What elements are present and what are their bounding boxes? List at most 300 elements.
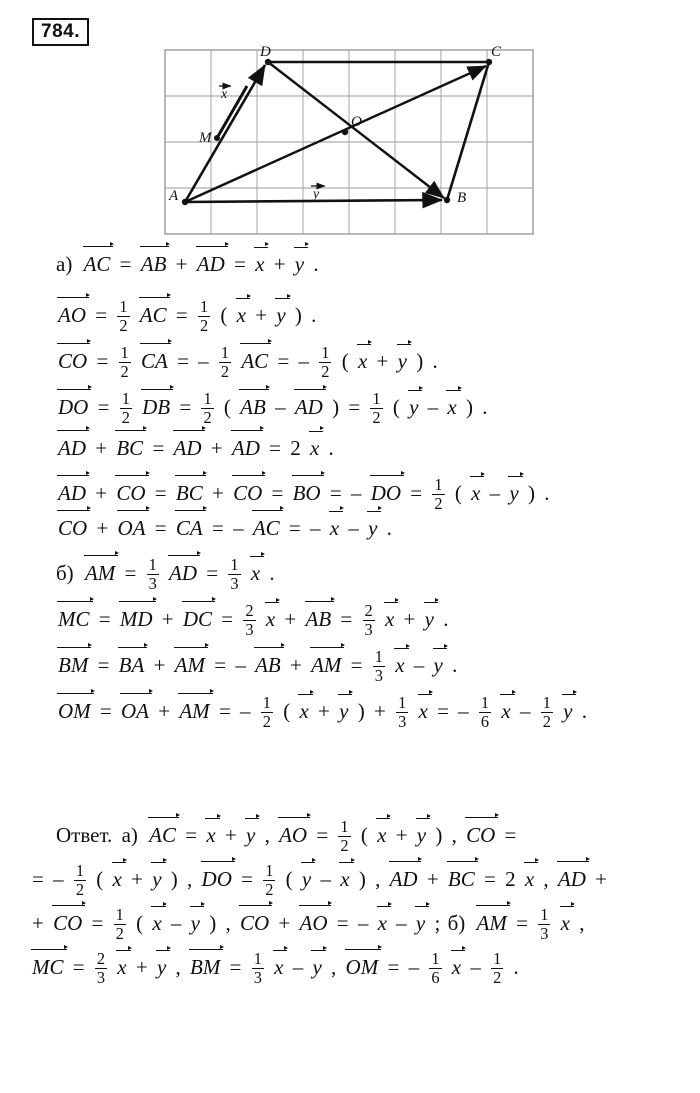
vector-x: x xyxy=(384,607,395,632)
vector-DO: DO xyxy=(58,395,89,420)
vector-AB: AB xyxy=(140,252,167,276)
vector-AB: AB xyxy=(240,395,266,420)
denominator: 6 xyxy=(480,712,490,732)
vector-OM: OM xyxy=(58,699,91,724)
plus-sign: + xyxy=(426,867,439,892)
vector-x: x xyxy=(447,395,457,420)
numerator: 1 xyxy=(265,861,274,880)
vector-x: x xyxy=(274,955,284,980)
vector-y: y xyxy=(416,823,427,848)
vector-CA: CA xyxy=(175,516,203,540)
numerator: 1 xyxy=(119,297,128,316)
vector-y: y xyxy=(433,653,443,678)
fraction-two-thirds xyxy=(363,602,375,640)
plus-sign: + xyxy=(95,436,108,460)
minus-sign: – xyxy=(320,867,331,892)
vector-AD: AD xyxy=(58,481,86,506)
eq-sign: = xyxy=(218,699,231,724)
svg-text:x: x xyxy=(221,87,228,102)
answer-line-4 xyxy=(0,950,700,994)
eq-sign: = xyxy=(410,481,423,506)
fraction-one-half xyxy=(263,862,275,900)
vector-AM: AM xyxy=(311,653,342,678)
denominator: 2 xyxy=(493,968,502,988)
numerator: 1 xyxy=(148,555,157,574)
vector-AB: AB xyxy=(255,653,281,678)
eq-sign: = xyxy=(211,516,224,540)
eq-sign: = xyxy=(221,607,234,632)
right-paren: ) xyxy=(209,911,217,936)
denominator: 2 xyxy=(199,316,209,336)
diagonal-DB xyxy=(268,62,444,198)
vector-x: x xyxy=(250,561,261,586)
plus-sign: + xyxy=(273,252,286,276)
vector-CO: CO xyxy=(466,823,496,848)
numerator: 1 xyxy=(262,693,271,712)
minus-sign: – xyxy=(427,395,439,420)
period: . xyxy=(452,653,458,678)
numerator: 1 xyxy=(115,905,124,924)
minus-sign: – xyxy=(235,653,246,678)
vector-CO: CO xyxy=(58,349,88,374)
fraction-one-half xyxy=(119,344,131,382)
numerator: 1 xyxy=(203,389,212,408)
vector-AD: AD xyxy=(173,436,202,460)
vector-AD: AD xyxy=(169,561,198,586)
period: . xyxy=(544,481,550,506)
numerator: 1 xyxy=(220,343,230,362)
eq-sign: = xyxy=(96,349,109,374)
eq-sign: = xyxy=(269,436,281,460)
numerator: 1 xyxy=(398,693,407,712)
comma: , xyxy=(579,911,585,936)
fraction-two-thirds xyxy=(95,950,107,988)
vector-BM: BM xyxy=(190,955,221,980)
vector-AO: AO xyxy=(58,303,86,328)
right-paren: ) xyxy=(358,867,366,892)
right-paren: ) xyxy=(170,867,178,892)
eq-sign: = xyxy=(336,911,349,936)
vector-BO: BO xyxy=(292,481,321,506)
vector-x: x xyxy=(501,699,511,724)
numerator: 1 xyxy=(493,949,502,968)
comma: , xyxy=(331,955,337,980)
label-O: O xyxy=(351,114,362,130)
fraction-one-third xyxy=(373,648,385,686)
plus-sign: + xyxy=(403,607,416,632)
eq-sign: = xyxy=(175,303,188,328)
minus-sign: – xyxy=(170,911,182,936)
solution-line-a5 xyxy=(0,436,700,476)
solution-line-a2 xyxy=(0,298,700,344)
vector-y: y xyxy=(190,911,200,936)
solution-body xyxy=(0,252,700,740)
solution-line-b2 xyxy=(0,602,700,648)
vector-y: y xyxy=(424,607,434,632)
numerator: 1 xyxy=(372,389,381,408)
vector-y: y xyxy=(246,823,256,848)
period: . xyxy=(311,303,317,328)
solution-line-b4 xyxy=(0,694,700,740)
vector-x: x xyxy=(309,436,320,460)
problem-number: 784. xyxy=(32,18,89,46)
vector-y: y xyxy=(415,911,426,936)
vector-AM: AM xyxy=(174,653,205,678)
vector-x: x xyxy=(451,955,462,980)
vector-y: y xyxy=(312,955,322,980)
period: . xyxy=(386,516,392,540)
denominator: 2 xyxy=(434,494,443,514)
eq-sign: = xyxy=(234,252,246,276)
eq-sign: = xyxy=(154,516,167,540)
vector-x: x xyxy=(524,867,535,892)
label-A: A xyxy=(169,188,179,204)
denominator: 2 xyxy=(120,362,129,382)
eq-sign: = xyxy=(98,607,111,632)
vector-AD: AD xyxy=(557,867,586,892)
answer-line-1 xyxy=(0,818,700,862)
eq-sign: = xyxy=(32,867,44,892)
vector-AD: AD xyxy=(231,436,260,460)
eq-sign: = xyxy=(206,561,219,586)
comma: , xyxy=(264,823,270,848)
plus-sign: + xyxy=(595,867,608,892)
vector-AM: AM xyxy=(179,699,210,724)
eq-sign: = xyxy=(241,867,253,892)
eq-sign: = xyxy=(316,823,329,848)
eq-sign: = xyxy=(95,303,108,328)
eq-sign: = xyxy=(97,395,110,420)
vector-MC: MC xyxy=(32,955,64,980)
period: . xyxy=(443,607,449,632)
label-vector-x xyxy=(219,86,231,102)
vector-x: x xyxy=(377,911,387,936)
numerator: 1 xyxy=(121,389,130,408)
plus-sign: + xyxy=(131,867,143,892)
point-M xyxy=(214,135,220,141)
plus-sign: + xyxy=(175,252,188,276)
vector-AC: AC xyxy=(83,252,111,276)
eq-sign: = xyxy=(177,349,189,374)
right-paren: ) xyxy=(416,349,424,374)
minus-sign: – xyxy=(275,395,286,420)
vector-x: x xyxy=(236,303,246,328)
vector-CO: CO xyxy=(233,481,263,506)
fraction-one-third xyxy=(396,694,408,732)
fraction-one-half xyxy=(201,390,213,428)
vector-x: x xyxy=(117,955,127,980)
left-paren: ( xyxy=(223,395,231,420)
comma: , xyxy=(543,867,549,892)
answer-line-3 xyxy=(0,906,700,950)
right-paren: ) xyxy=(357,699,365,724)
eq-sign: = xyxy=(229,955,242,980)
denominator: 2 xyxy=(542,712,551,732)
numerator: 1 xyxy=(340,817,349,836)
denominator: 3 xyxy=(398,712,407,732)
vector-DO: DO xyxy=(370,481,402,506)
numerator: 1 xyxy=(542,693,551,712)
fraction-one-half xyxy=(117,298,129,336)
solution-line-a1 xyxy=(0,252,700,298)
vector-BC: BC xyxy=(116,436,144,460)
vector-BC: BC xyxy=(447,867,475,892)
vector-AO: AO xyxy=(279,823,308,848)
eq-sign: = xyxy=(329,481,342,506)
eq-sign: = xyxy=(185,823,198,848)
numerator: 1 xyxy=(199,297,209,316)
part-b-label: б) xyxy=(56,561,74,586)
right-paren: ) xyxy=(435,823,443,848)
right-paren: ) xyxy=(527,481,535,506)
vector-x: x xyxy=(255,252,265,276)
fraction-one-half xyxy=(338,818,350,856)
part-a-label: а) xyxy=(56,252,73,276)
vector-x: x xyxy=(152,911,162,936)
vector-BC: BC xyxy=(175,481,203,506)
vector-y: y xyxy=(276,303,286,328)
fraction-one-half xyxy=(120,390,132,428)
eq-sign: = xyxy=(516,911,528,936)
vector-MD: MD xyxy=(119,607,153,632)
denominator: 3 xyxy=(230,574,239,594)
vector-AC: AC xyxy=(149,823,176,848)
vector-OM: OM xyxy=(345,955,379,980)
vector-x: x xyxy=(299,699,309,724)
fraction-one-half xyxy=(198,298,210,336)
denominator: 3 xyxy=(148,574,157,594)
fraction-one-half xyxy=(370,390,382,428)
fraction-one-third xyxy=(538,906,550,944)
answer-line-2 xyxy=(0,862,700,906)
vector-x: x xyxy=(395,653,405,678)
vector-AC: AC xyxy=(241,349,269,374)
vector-x: x xyxy=(471,481,481,506)
eq-sign: = xyxy=(152,436,165,460)
denominator: 2 xyxy=(75,880,85,900)
point-O xyxy=(342,129,348,135)
left-paren: ( xyxy=(136,911,144,936)
vector-CO: CO xyxy=(116,481,146,506)
vector-AC: AC xyxy=(252,516,280,540)
period: . xyxy=(432,349,438,374)
vector-y: y xyxy=(563,699,573,724)
vector-x: x xyxy=(418,699,428,724)
denominator: 2 xyxy=(321,362,330,382)
denominator: 3 xyxy=(245,620,254,640)
eq-sign: = xyxy=(504,823,517,848)
eq-sign: = xyxy=(99,699,112,724)
minus-sign: – xyxy=(519,699,531,724)
eq-sign: = xyxy=(387,955,400,980)
minus-sign: – xyxy=(350,481,362,506)
plus-sign: + xyxy=(278,911,291,936)
plus-sign: + xyxy=(211,481,224,506)
label-D: D xyxy=(260,44,271,60)
denominator: 3 xyxy=(540,924,549,944)
plus-sign: + xyxy=(96,516,109,540)
eq-sign: = xyxy=(271,481,284,506)
eq-sign: = xyxy=(154,481,167,506)
vector-x: x xyxy=(340,867,350,892)
numerator: 1 xyxy=(434,475,443,494)
plus-sign: + xyxy=(161,607,174,632)
minus-sign: – xyxy=(408,955,420,980)
period: . xyxy=(313,252,319,276)
fraction-one-half xyxy=(541,694,553,732)
vector-CO: CO xyxy=(58,516,88,540)
plus-sign: + xyxy=(32,911,44,936)
period: . xyxy=(482,395,488,420)
solution-line-a3 xyxy=(0,344,700,390)
vector-CA: CA xyxy=(140,349,168,374)
right-paren: ) xyxy=(466,395,473,420)
vector-y: y xyxy=(339,699,349,724)
right-paren: ) xyxy=(294,303,302,328)
vector-AM: AM xyxy=(84,561,116,586)
vector-AD: AD xyxy=(58,436,86,460)
eq-sign: = xyxy=(72,955,85,980)
eq-sign: = xyxy=(119,252,132,276)
plus-sign: + xyxy=(135,955,148,980)
numerator: 1 xyxy=(374,647,383,666)
eq-sign: = xyxy=(97,653,110,678)
vector-AO: AO xyxy=(299,911,328,936)
vector-MC: MC xyxy=(58,607,90,632)
vector-CO: CO xyxy=(239,911,270,936)
vector-AB: AB xyxy=(305,607,332,632)
numerator: 2 xyxy=(245,601,254,620)
figure-parallelogram xyxy=(155,40,555,240)
edge-BC xyxy=(447,62,489,200)
left-paren: ( xyxy=(360,823,368,848)
vector-y: y xyxy=(509,481,519,506)
vector-y: y xyxy=(152,867,162,892)
minus-sign: – xyxy=(53,867,64,892)
fraction-one-half xyxy=(219,344,231,382)
vector-x: x xyxy=(206,823,216,848)
fraction-one-sixth xyxy=(479,694,491,732)
plus-sign: + xyxy=(395,823,408,848)
denominator: 2 xyxy=(220,362,230,382)
denominator: 2 xyxy=(121,408,130,428)
fraction-one-half xyxy=(74,862,86,900)
left-paren: ( xyxy=(341,349,349,374)
minus-sign: – xyxy=(310,516,321,540)
plus-sign: + xyxy=(318,699,330,724)
period: . xyxy=(328,436,334,460)
vector-AD: AD xyxy=(196,252,225,276)
comma: , xyxy=(225,911,231,936)
minus-sign: – xyxy=(396,911,407,936)
minus-sign: – xyxy=(233,516,244,540)
denominator: 2 xyxy=(262,712,271,732)
label-M: M xyxy=(199,130,212,146)
vector-x: x xyxy=(265,607,276,632)
minus-sign: – xyxy=(240,699,251,724)
fraction-one-third xyxy=(252,950,264,988)
numerator: 1 xyxy=(253,949,262,968)
solution-line-b3 xyxy=(0,648,700,694)
left-paren: ( xyxy=(392,395,400,420)
point-B xyxy=(444,197,450,203)
solution-line-b1 xyxy=(0,556,700,602)
denominator: 2 xyxy=(372,408,381,428)
comma: , xyxy=(187,867,193,892)
coefficient-two: 2 xyxy=(290,436,301,460)
minus-sign: – xyxy=(489,481,501,506)
left-paren: ( xyxy=(454,481,462,506)
label-B: B xyxy=(457,190,467,206)
fraction-one-half xyxy=(114,906,126,944)
vector-BA: BA xyxy=(118,653,145,678)
plus-sign: + xyxy=(224,823,237,848)
denominator: 2 xyxy=(119,316,128,336)
answer-block xyxy=(0,818,700,994)
denominator: 2 xyxy=(340,836,349,856)
denominator: 3 xyxy=(96,968,106,988)
vector-OA: OA xyxy=(117,516,146,540)
numerator: 1 xyxy=(321,343,330,362)
plus-sign: + xyxy=(373,699,386,724)
numerator: 1 xyxy=(480,693,490,712)
vector-x: x xyxy=(560,911,570,936)
eq-sign: = xyxy=(124,561,137,586)
solution-line-a7 xyxy=(0,516,700,556)
denominator: 2 xyxy=(115,924,124,944)
fraction-two-thirds xyxy=(243,602,255,640)
numerator: 1 xyxy=(431,949,440,968)
period: . xyxy=(513,955,519,980)
fraction-one-half xyxy=(319,344,331,382)
period: . xyxy=(269,561,275,586)
left-paren: ( xyxy=(283,699,291,724)
vector-CO: CO xyxy=(53,911,83,936)
fraction-one-third xyxy=(228,556,240,594)
plus-sign: + xyxy=(153,653,166,678)
eq-sign: = xyxy=(340,607,353,632)
plus-sign: + xyxy=(290,653,302,678)
vector-DO: DO xyxy=(201,867,232,892)
comma: , xyxy=(175,955,181,980)
label-C: C xyxy=(491,44,502,60)
fraction-one-sixth xyxy=(429,950,441,988)
plus-sign: + xyxy=(95,481,108,506)
vector-y: y xyxy=(301,867,312,892)
plus-sign: + xyxy=(158,699,171,724)
numerator: 2 xyxy=(364,601,373,620)
numerator: 2 xyxy=(96,949,106,968)
left-paren: ( xyxy=(220,303,228,328)
left-paren: ( xyxy=(96,867,104,892)
vector-AC: AC xyxy=(139,303,167,328)
plus-sign: + xyxy=(376,349,389,374)
minus-sign: – xyxy=(292,955,304,980)
vector-y: y xyxy=(294,252,305,276)
minus-sign: – xyxy=(357,911,369,936)
minus-sign: – xyxy=(413,653,425,678)
period: . xyxy=(581,699,587,724)
eq-sign: = xyxy=(91,911,104,936)
denominator: 3 xyxy=(374,666,383,686)
fraction-one-third xyxy=(147,556,159,594)
minus-sign: – xyxy=(470,955,481,980)
numerator: 1 xyxy=(120,343,129,362)
vector-x: x xyxy=(357,349,368,374)
answer-part-a-label: а) xyxy=(121,823,138,848)
solution-line-a6 xyxy=(0,476,700,516)
solution-line-a4 xyxy=(0,390,700,436)
